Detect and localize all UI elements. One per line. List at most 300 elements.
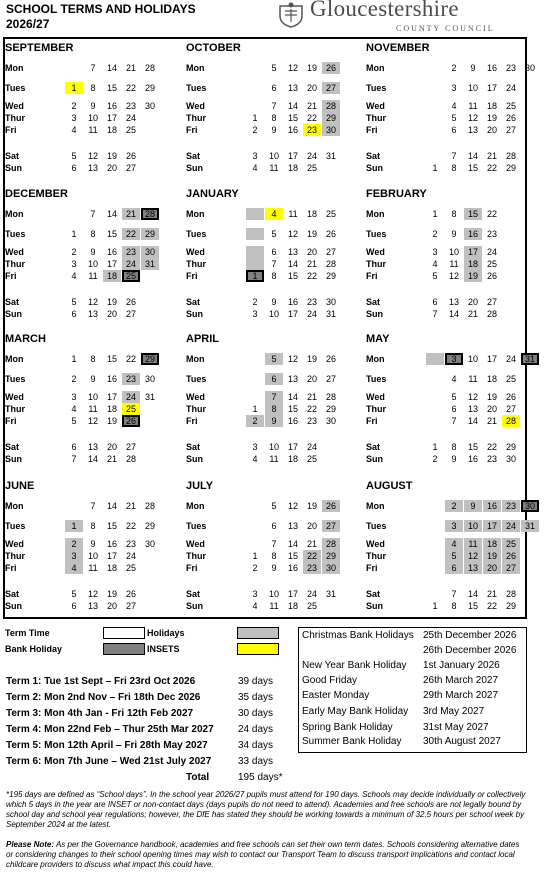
day-label-sun: Sun bbox=[366, 601, 383, 611]
date-cell: 5 bbox=[265, 353, 283, 365]
date-cell: 21 bbox=[125, 63, 136, 73]
date-cell: 27 bbox=[322, 520, 340, 532]
date-cell: 30 bbox=[325, 297, 336, 307]
date-cell: 10 bbox=[268, 309, 279, 319]
date-cell bbox=[246, 82, 264, 94]
day-label-sun: Sun bbox=[5, 601, 22, 611]
date-cell: 9 bbox=[451, 454, 457, 464]
date-cell: 30 bbox=[144, 101, 155, 111]
date-cell: 6 bbox=[271, 83, 277, 93]
date-cell: 29 bbox=[505, 163, 516, 173]
date-cell bbox=[246, 100, 264, 112]
date-cell: 17 bbox=[106, 392, 117, 402]
date-cell bbox=[426, 520, 444, 532]
date-cell: 26 bbox=[125, 589, 136, 599]
date-cell: 19 bbox=[486, 392, 497, 402]
day-label-sat: Sat bbox=[186, 589, 201, 599]
date-cell: 19 bbox=[106, 297, 117, 307]
date-cell bbox=[141, 550, 159, 562]
date-cell: 31 bbox=[521, 353, 539, 365]
date-cell: 7 bbox=[451, 416, 457, 426]
date-cell: 25 bbox=[325, 209, 336, 219]
date-cell: 10 bbox=[467, 354, 478, 364]
date-cell: 3 bbox=[445, 353, 463, 365]
date-cell bbox=[426, 403, 444, 415]
day-label-fri: Fri bbox=[366, 416, 378, 426]
date-cell bbox=[426, 550, 444, 562]
day-label-mon: Mon bbox=[5, 354, 24, 364]
date-cell: 4 bbox=[71, 125, 77, 135]
date-cell: 12 bbox=[87, 589, 98, 599]
date-cell: 20 bbox=[467, 297, 478, 307]
date-cell: 27 bbox=[505, 125, 516, 135]
month-november bbox=[366, 42, 541, 182]
date-cell: 12 bbox=[287, 501, 298, 511]
date-cell: 6 bbox=[451, 125, 457, 135]
date-cell: 25 bbox=[122, 270, 140, 282]
date-cell: 25 bbox=[505, 374, 516, 384]
date-cell: 27 bbox=[502, 562, 520, 574]
date-cell: 21 bbox=[106, 454, 117, 464]
date-cell: 1 bbox=[252, 404, 258, 414]
date-cell: 18 bbox=[464, 258, 482, 270]
term-label: Term 4: Mon 22nd Feb – Thur 25th Mar 2027 bbox=[6, 724, 214, 735]
day-label-thur: Thur bbox=[366, 404, 386, 414]
date-cell: 24 bbox=[502, 520, 520, 532]
date-cell: 22 bbox=[306, 404, 317, 414]
date-cell: 15 bbox=[106, 229, 117, 239]
day-label-wed: Wed bbox=[5, 101, 24, 111]
month-name: SEPTEMBER bbox=[5, 42, 74, 54]
date-cell bbox=[246, 228, 264, 240]
day-label-thur: Thur bbox=[5, 259, 25, 269]
date-cell: 27 bbox=[325, 247, 336, 257]
day-label-wed: Wed bbox=[366, 101, 385, 111]
date-cell: 14 bbox=[448, 309, 459, 319]
date-cell: 29 bbox=[325, 271, 336, 281]
month-february bbox=[366, 188, 541, 328]
date-cell: 9 bbox=[271, 125, 277, 135]
legend-holidays-swatch bbox=[237, 627, 279, 639]
date-cell: 10 bbox=[87, 551, 98, 561]
date-cell: 29 bbox=[322, 112, 340, 124]
date-cell: 9 bbox=[90, 539, 96, 549]
day-label-wed: Wed bbox=[186, 539, 205, 549]
day-label-tues: Tues bbox=[5, 229, 26, 239]
date-cell: 23 bbox=[486, 454, 497, 464]
month-name: AUGUST bbox=[366, 480, 413, 492]
date-cell: 14 bbox=[287, 392, 298, 402]
date-cell: 29 bbox=[141, 228, 159, 240]
date-cell: 7 bbox=[90, 63, 96, 73]
day-label-wed: Wed bbox=[186, 392, 205, 402]
date-cell: 17 bbox=[483, 520, 501, 532]
date-cell: 26 bbox=[325, 354, 336, 364]
date-cell: 25 bbox=[125, 125, 136, 135]
date-cell: 20 bbox=[306, 374, 317, 384]
date-cell: 6 bbox=[432, 297, 438, 307]
date-cell: 30 bbox=[505, 454, 516, 464]
bank-holiday-name: Easter Monday bbox=[302, 690, 370, 701]
date-cell: 20 bbox=[486, 404, 497, 414]
date-cell: 25 bbox=[306, 454, 317, 464]
date-cell: 7 bbox=[432, 309, 438, 319]
date-cell bbox=[246, 208, 264, 220]
day-label-wed: Wed bbox=[186, 101, 205, 111]
date-cell: 5 bbox=[71, 297, 77, 307]
date-cell: 28 bbox=[144, 63, 155, 73]
date-cell: 20 bbox=[106, 163, 117, 173]
date-cell: 24 bbox=[486, 247, 497, 257]
date-cell: 10 bbox=[87, 392, 98, 402]
date-cell: 3 bbox=[71, 392, 77, 402]
day-label-thur: Thur bbox=[186, 404, 206, 414]
date-cell: 3 bbox=[432, 247, 438, 257]
date-cell: 7 bbox=[271, 539, 277, 549]
date-cell: 5 bbox=[271, 229, 277, 239]
date-cell: 14 bbox=[467, 151, 478, 161]
logo-subtitle: COUNTY COUNCIL bbox=[396, 24, 495, 33]
day-label-sat: Sat bbox=[366, 297, 381, 307]
date-cell: 18 bbox=[306, 209, 317, 219]
day-label-mon: Mon bbox=[366, 501, 385, 511]
date-cell: 22 bbox=[486, 442, 497, 452]
date-cell: 11 bbox=[88, 563, 98, 573]
date-cell: 29 bbox=[325, 404, 336, 414]
date-cell: 25 bbox=[306, 601, 317, 611]
day-label-thur: Thur bbox=[366, 259, 386, 269]
date-cell: 21 bbox=[122, 208, 140, 220]
date-cell bbox=[141, 453, 159, 465]
month-name: MARCH bbox=[5, 333, 46, 345]
date-cell: 25 bbox=[125, 563, 136, 573]
date-cell: 8 bbox=[271, 271, 277, 281]
date-cell bbox=[426, 415, 444, 427]
date-cell: 8 bbox=[90, 229, 96, 239]
date-cell: 12 bbox=[467, 113, 478, 123]
date-cell: 16 bbox=[106, 247, 117, 257]
day-label-fri: Fri bbox=[5, 125, 17, 135]
calendar-grid bbox=[3, 37, 535, 619]
date-cell: 11 bbox=[269, 163, 279, 173]
date-cell: 24 bbox=[306, 309, 317, 319]
date-cell bbox=[426, 62, 444, 74]
date-cell: 4 bbox=[265, 208, 283, 220]
date-cell: 14 bbox=[106, 63, 117, 73]
date-cell: 26 bbox=[125, 297, 136, 307]
date-cell: 2 bbox=[71, 247, 77, 257]
day-label-tues: Tues bbox=[5, 521, 26, 531]
date-cell bbox=[141, 600, 159, 612]
date-cell: 19 bbox=[486, 113, 497, 123]
date-cell: 9 bbox=[271, 563, 277, 573]
date-cell bbox=[426, 150, 444, 162]
date-cell: 4 bbox=[71, 271, 77, 281]
legend bbox=[3, 627, 293, 661]
date-cell: 29 bbox=[505, 601, 516, 611]
date-cell: 8 bbox=[451, 601, 457, 611]
date-cell: 26 bbox=[125, 151, 136, 161]
date-cell: 24 bbox=[125, 551, 136, 561]
date-cell: 11 bbox=[449, 259, 459, 269]
date-cell: 13 bbox=[467, 404, 478, 414]
date-cell: 6 bbox=[271, 247, 277, 257]
day-label-mon: Mon bbox=[186, 209, 205, 219]
date-cell: 1 bbox=[432, 209, 438, 219]
date-cell: 2 bbox=[252, 297, 258, 307]
day-label-wed: Wed bbox=[366, 539, 385, 549]
date-cell: 15 bbox=[106, 354, 117, 364]
date-cell: 20 bbox=[483, 562, 501, 574]
term-days: 35 days bbox=[238, 692, 274, 703]
date-cell: 14 bbox=[87, 454, 98, 464]
date-cell: 10 bbox=[87, 259, 98, 269]
date-cell: 12 bbox=[87, 297, 98, 307]
date-cell: 9 bbox=[90, 247, 96, 257]
date-cell: 14 bbox=[467, 416, 478, 426]
date-cell: 25 bbox=[122, 403, 140, 415]
date-cell: 28 bbox=[325, 259, 336, 269]
date-cell: 14 bbox=[106, 209, 117, 219]
date-cell: 5 bbox=[451, 113, 457, 123]
month-august bbox=[366, 480, 541, 620]
date-cell: 28 bbox=[502, 415, 520, 427]
month-name: DECEMBER bbox=[5, 188, 68, 200]
date-cell: 21 bbox=[486, 151, 497, 161]
date-cell: 20 bbox=[306, 247, 317, 257]
date-cell: 28 bbox=[486, 309, 497, 319]
date-cell: 24 bbox=[122, 391, 140, 403]
date-cell bbox=[141, 124, 159, 136]
date-cell: 1 bbox=[432, 601, 438, 611]
day-label-sat: Sat bbox=[366, 442, 381, 452]
day-label-tues: Tues bbox=[366, 83, 387, 93]
date-cell: 21 bbox=[486, 416, 497, 426]
day-label-sun: Sun bbox=[366, 454, 383, 464]
day-label-thur: Thur bbox=[366, 113, 386, 123]
date-cell: 8 bbox=[451, 442, 457, 452]
date-cell: 19 bbox=[464, 270, 482, 282]
day-label-mon: Mon bbox=[366, 209, 385, 219]
date-cell: 19 bbox=[106, 416, 117, 426]
date-cell: 21 bbox=[306, 392, 317, 402]
legend-term-time-label: Term Time bbox=[5, 628, 50, 638]
date-cell: 27 bbox=[125, 163, 136, 173]
date-cell: 31 bbox=[141, 258, 159, 270]
date-cell: 18 bbox=[486, 101, 497, 111]
date-cell: 23 bbox=[486, 229, 497, 239]
bank-holiday-date: 1st January 2026 bbox=[423, 660, 500, 671]
date-cell: 17 bbox=[106, 113, 117, 123]
month-name: JUNE bbox=[5, 480, 35, 492]
date-cell: 7 bbox=[271, 101, 277, 111]
date-cell bbox=[426, 373, 444, 385]
date-cell: 2 bbox=[432, 229, 438, 239]
date-cell: 22 bbox=[486, 601, 497, 611]
month-name: JANUARY bbox=[186, 188, 239, 200]
month-june bbox=[5, 480, 180, 620]
bank-holiday-name: Christmas Bank Holidays bbox=[302, 630, 414, 641]
day-label-mon: Mon bbox=[5, 63, 24, 73]
date-cell: 10 bbox=[87, 113, 98, 123]
date-cell: 13 bbox=[467, 125, 478, 135]
date-cell: 8 bbox=[451, 163, 457, 173]
date-cell: 3 bbox=[252, 442, 258, 452]
date-cell: 24 bbox=[306, 589, 317, 599]
bank-holidays-box bbox=[298, 627, 527, 753]
date-cell bbox=[141, 415, 159, 427]
bank-holiday-date: 29th March 2027 bbox=[423, 690, 499, 701]
date-cell: 17 bbox=[287, 442, 298, 452]
date-cell: 22 bbox=[303, 550, 321, 562]
day-label-fri: Fri bbox=[366, 125, 378, 135]
date-cell: 4 bbox=[65, 562, 83, 574]
bank-holiday-name: Early May Bank Holiday bbox=[302, 706, 409, 717]
date-cell: 16 bbox=[287, 125, 298, 135]
date-cell: 25 bbox=[505, 101, 516, 111]
date-cell: 4 bbox=[252, 454, 258, 464]
date-cell: 20 bbox=[306, 83, 317, 93]
date-cell: 27 bbox=[322, 82, 340, 94]
date-cell: 17 bbox=[106, 259, 117, 269]
date-cell: 14 bbox=[287, 539, 298, 549]
day-label-thur: Thur bbox=[5, 404, 25, 414]
date-cell: 26 bbox=[502, 550, 520, 562]
day-label-thur: Thur bbox=[366, 551, 386, 561]
date-cell: 1 bbox=[65, 82, 83, 94]
date-cell: 6 bbox=[445, 562, 463, 574]
date-cell: 12 bbox=[467, 392, 478, 402]
date-cell: 30 bbox=[322, 562, 340, 574]
date-cell: 11 bbox=[468, 101, 478, 111]
day-label-fri: Fri bbox=[5, 416, 17, 426]
date-cell: 20 bbox=[106, 601, 117, 611]
date-cell: 7 bbox=[271, 259, 277, 269]
date-cell: 13 bbox=[87, 601, 98, 611]
date-cell: 17 bbox=[106, 551, 117, 561]
date-cell: 13 bbox=[287, 521, 298, 531]
date-cell bbox=[322, 162, 340, 174]
day-label-tues: Tues bbox=[186, 374, 207, 384]
day-label-sat: Sat bbox=[366, 589, 381, 599]
date-cell: 27 bbox=[125, 309, 136, 319]
day-label-tues: Tues bbox=[186, 83, 207, 93]
date-cell: 23 bbox=[122, 373, 140, 385]
date-cell bbox=[246, 391, 264, 403]
date-cell: 2 bbox=[246, 415, 264, 427]
date-cell: 30 bbox=[144, 539, 155, 549]
day-label-wed: Wed bbox=[5, 392, 24, 402]
term-label: Term 2: Mon 2nd Nov – Fri 18th Dec 2026 bbox=[6, 692, 201, 703]
date-cell: 6 bbox=[71, 309, 77, 319]
date-cell: 28 bbox=[141, 208, 159, 220]
date-cell: 28 bbox=[325, 392, 336, 402]
date-cell: 13 bbox=[287, 83, 298, 93]
date-cell: 3 bbox=[71, 113, 77, 123]
date-cell: 2 bbox=[252, 125, 258, 135]
date-cell: 23 bbox=[125, 539, 136, 549]
date-cell bbox=[141, 441, 159, 453]
date-cell: 31 bbox=[325, 309, 336, 319]
bank-holiday-date: 26th December 2026 bbox=[423, 645, 517, 656]
date-cell: 13 bbox=[87, 163, 98, 173]
date-cell: 28 bbox=[322, 538, 340, 550]
day-label-tues: Tues bbox=[5, 83, 26, 93]
day-label-sun: Sun bbox=[366, 163, 383, 173]
date-cell: 25 bbox=[502, 538, 520, 550]
date-cell: 23 bbox=[303, 562, 321, 574]
date-cell: 17 bbox=[486, 354, 497, 364]
day-label-wed: Wed bbox=[366, 392, 385, 402]
date-cell: 15 bbox=[287, 271, 298, 281]
date-cell: 26 bbox=[322, 500, 340, 512]
day-label-sat: Sat bbox=[186, 442, 201, 452]
date-cell: 5 bbox=[432, 271, 438, 281]
date-cell bbox=[322, 441, 340, 453]
day-label-mon: Mon bbox=[366, 63, 385, 73]
date-cell: 5 bbox=[451, 392, 457, 402]
month-name: OCTOBER bbox=[186, 42, 241, 54]
day-label-fri: Fri bbox=[186, 563, 198, 573]
bank-holiday-date: 26th March 2027 bbox=[423, 675, 499, 686]
term-days: 34 days bbox=[238, 740, 274, 751]
date-cell: 10 bbox=[464, 520, 482, 532]
date-cell: 6 bbox=[71, 601, 77, 611]
date-cell: 22 bbox=[125, 83, 136, 93]
bank-holiday-date: 31st May 2027 bbox=[423, 722, 489, 733]
date-cell: 8 bbox=[265, 403, 283, 415]
date-cell: 19 bbox=[306, 229, 317, 239]
legend-insets-swatch bbox=[237, 643, 279, 655]
date-cell: 22 bbox=[122, 228, 140, 240]
date-cell: 1 bbox=[71, 354, 77, 364]
month-name: FEBRUARY bbox=[366, 188, 427, 200]
date-cell: 25 bbox=[486, 259, 497, 269]
date-cell: 26 bbox=[325, 229, 336, 239]
date-cell: 2 bbox=[445, 500, 463, 512]
bank-holiday-name: New Year Bank Holiday bbox=[302, 660, 407, 671]
date-cell: 5 bbox=[445, 550, 463, 562]
date-cell: 16 bbox=[106, 374, 117, 384]
day-label-sun: Sun bbox=[5, 454, 22, 464]
date-cell bbox=[426, 82, 444, 94]
date-cell: 27 bbox=[486, 297, 497, 307]
date-cell: 10 bbox=[268, 442, 279, 452]
date-cell bbox=[426, 588, 444, 600]
month-april bbox=[186, 333, 361, 473]
date-cell bbox=[426, 391, 444, 403]
term-days: 33 days bbox=[238, 756, 274, 767]
legend-holidays-label: Holidays bbox=[147, 628, 185, 638]
date-cell: 20 bbox=[106, 442, 117, 452]
date-cell: 26 bbox=[322, 62, 340, 74]
date-cell: 22 bbox=[306, 271, 317, 281]
term-days: 30 days bbox=[238, 708, 274, 719]
day-label-fri: Fri bbox=[5, 271, 17, 281]
date-cell: 5 bbox=[271, 501, 277, 511]
bank-holiday-name: Summer Bank Holiday bbox=[302, 736, 402, 747]
date-cell: 21 bbox=[467, 309, 478, 319]
date-cell: 10 bbox=[268, 151, 279, 161]
date-cell: 16 bbox=[287, 297, 298, 307]
date-cell: 21 bbox=[306, 539, 317, 549]
date-cell: 19 bbox=[306, 354, 317, 364]
date-cell: 28 bbox=[125, 454, 136, 464]
date-cell: 6 bbox=[271, 521, 277, 531]
date-cell: 21 bbox=[125, 501, 136, 511]
day-label-sat: Sat bbox=[5, 442, 20, 452]
date-cell: 24 bbox=[505, 83, 516, 93]
